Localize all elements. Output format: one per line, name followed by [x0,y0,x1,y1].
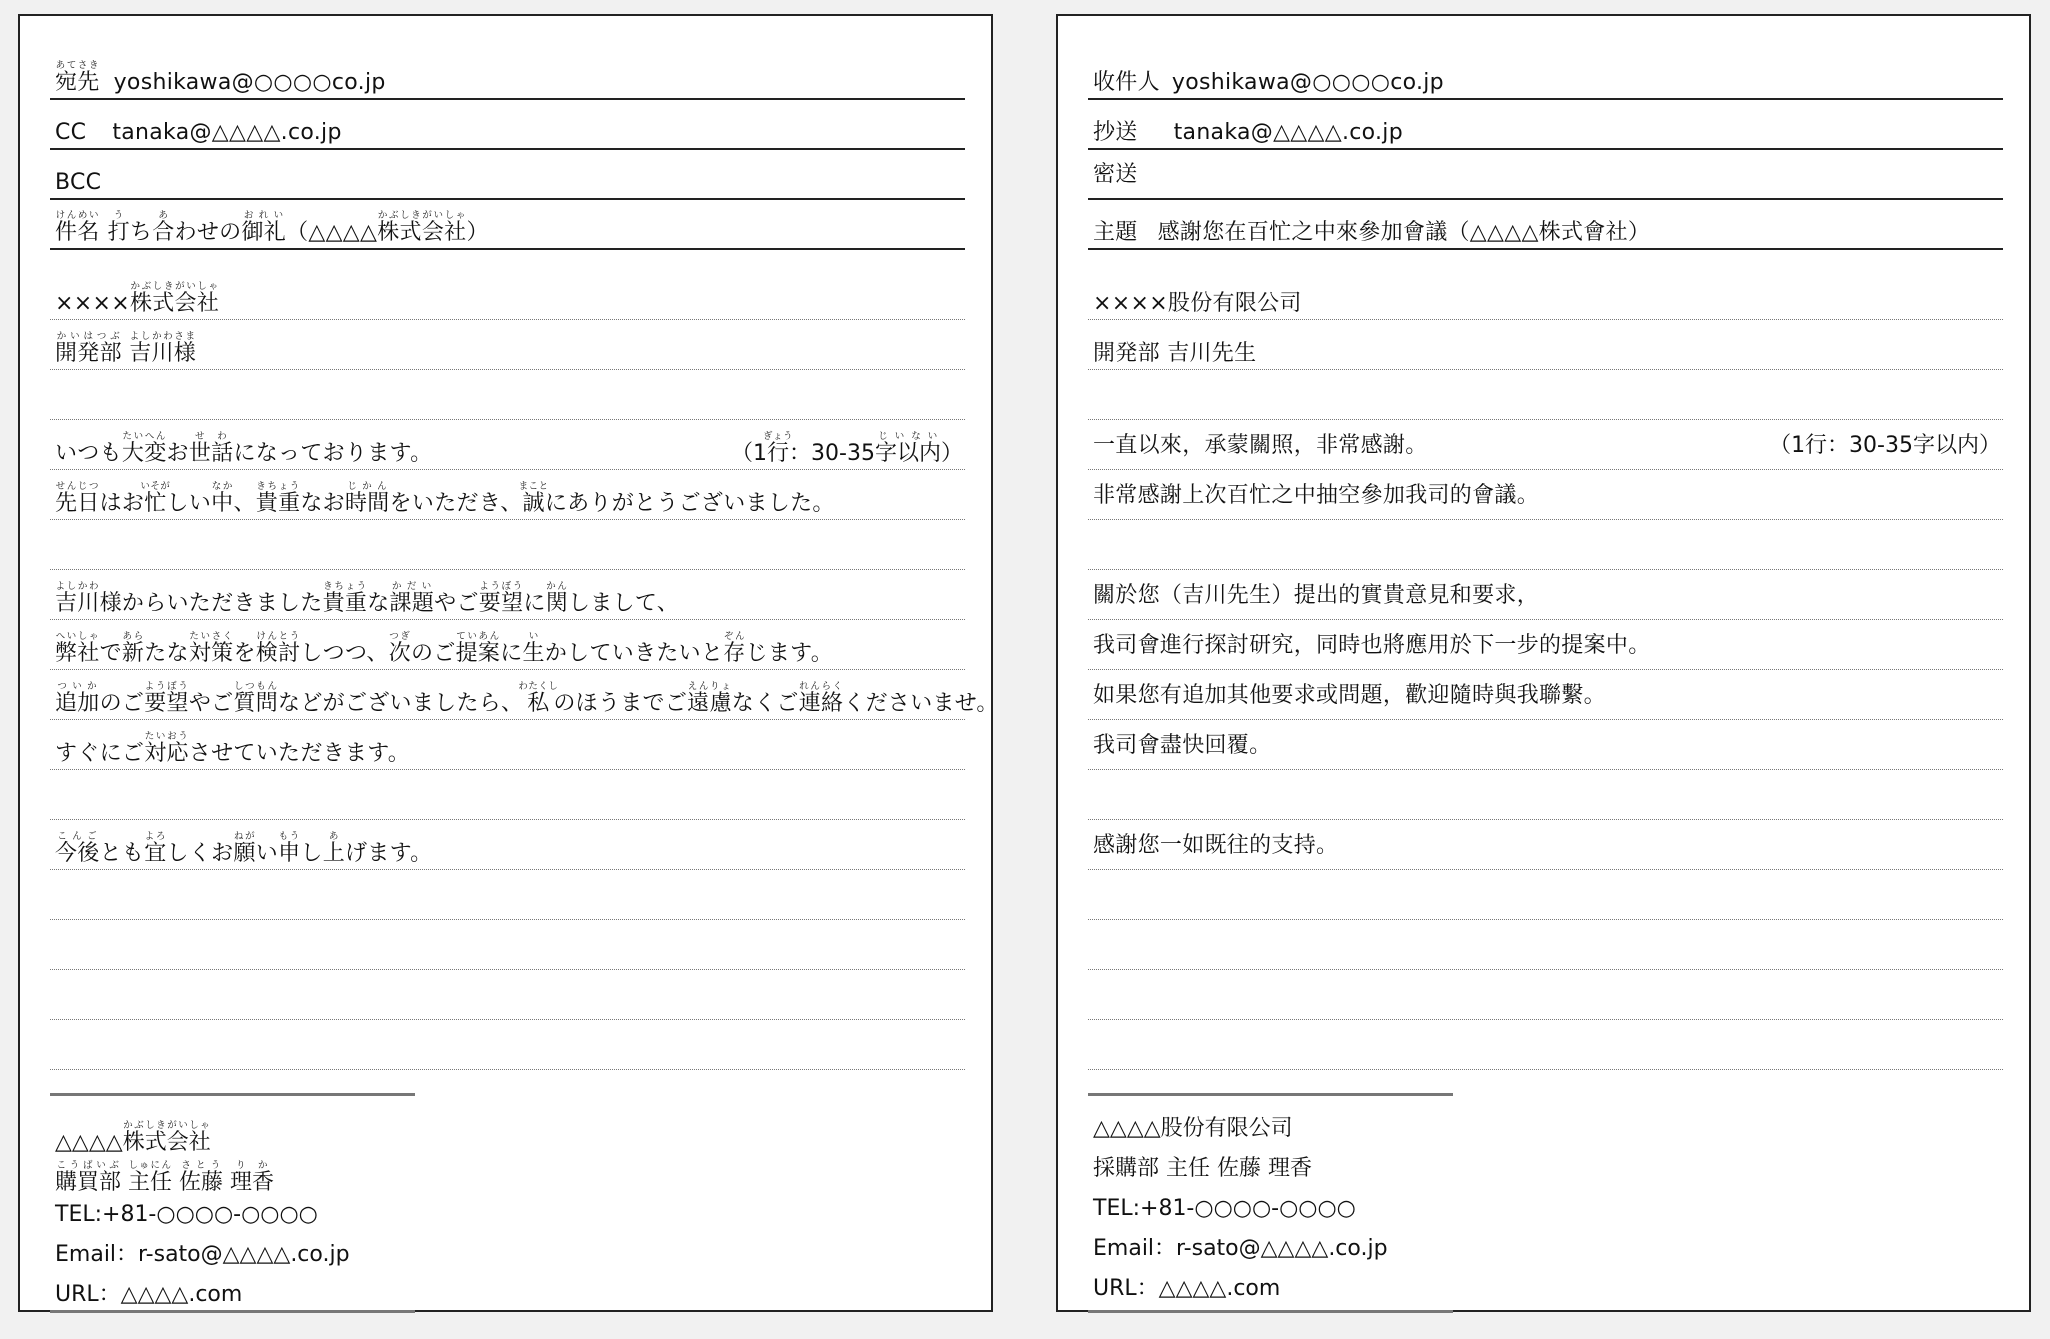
signature-bottom-bar [1088,1310,1453,1313]
blank-line [1088,970,2003,1020]
body-line-3-row [1088,570,2003,620]
subject-label: 主題 [1093,220,1138,245]
closing-line: 感謝您一如既往的支持。 [1093,833,1339,858]
signature-email: Email：r-sato@△△△△.co.jp [1093,1236,1388,1261]
greeting-line: 一直以來，承蒙關照，非常感謝。 [1093,433,1428,458]
body-line-5: 如果您有追加其他要求或問題，歡迎隨時與我聯繫。 [1093,683,1606,708]
blank-line [1088,870,2003,920]
bcc-field-row [1088,150,2003,200]
length-note: （1行ぎょう：30-35字以内じいない） [731,431,963,466]
blank-line [50,520,965,570]
to-field-row [1088,50,2003,100]
blank-line [50,920,965,970]
greeting-line: いつも大変たいへんお世話せわになっております。 [55,431,433,466]
recipient-company-row [1088,270,2003,320]
signature-url: URL：△△△△.com [1093,1276,1281,1301]
blank-line [1088,920,2003,970]
body-line-3-row [50,570,965,620]
signature-person: 採購部 主任 佐藤 理香 [1093,1156,1312,1181]
bcc-field-row [50,150,965,200]
cc-value: tanaka@△△△△.co.jp [1173,120,1403,145]
body-line-6-row [1088,720,2003,770]
blank-line [50,1020,965,1070]
signature-bottom-bar [50,1310,415,1313]
closing-row [50,820,965,870]
to-value: yoshikawa@○○○○co.jp [113,70,386,95]
recipient-company: ××××股份有限公司 [1093,291,1302,316]
blank-line [50,370,965,420]
japanese-email-template [18,14,999,1312]
to-field-row: 宛先あてさきyoshikawa@○○○○co.jp [50,50,965,100]
recipient-person: 開発部 吉川先生 [1093,341,1257,366]
bcc-label: BCC [55,170,102,195]
body-line-2: 先日せんじつはお忙いそがしい中なか、貴重きちょうなお時間じかんをいただき、誠まことにありがとうございました。 [55,481,835,516]
cc-field-row [50,100,965,150]
body-line-5-row [1088,670,2003,720]
signature-tel: TEL:+81-○○○○-○○○○ [55,1202,318,1227]
recipient-person-row [1088,320,2003,370]
subject-value: 感謝您在百忙之中來參加會議（△△△△株式會社） [1157,220,1651,245]
blank-line [1088,770,2003,820]
signature-top-bar [50,1093,415,1096]
to-value: yoshikawa@○○○○co.jp [1171,70,1444,95]
body-line-3: 關於您（吉川先生）提出的實貴意見和要求， [1093,583,1540,608]
subject-value: 打うち合あわせの御礼おれい（△△△△株式会社かぶしきがいしゃ） [107,210,489,245]
cc-field-row [1088,100,2003,150]
body-line-5-row [50,670,999,720]
body-line-4: 弊社へいしゃで新あらたな対策たいさくを検討けんとうしつつ、次つぎのご提案ていあんに生いかしていきたいと存ぞんじます。 [55,631,834,666]
body-line-4: 我司會進行探討研究，同時也將應用於下一步的提案中。 [1093,633,1651,658]
cc-label: CC [55,120,87,145]
recipient-person-row [50,320,965,370]
body-line-4-row [1088,620,2003,670]
body-line-2: 非常感謝上次百忙之中抽空參加我司的會議。 [1093,483,1540,508]
body-line-6-row [50,720,965,770]
blank-line [50,870,965,920]
closing-row [1088,820,2003,870]
blank-line [1088,1020,2003,1070]
signature-person: 購買部こうばいぶ 主任しゅにん 佐藤さとう 理香りか [55,1160,275,1195]
to-label: 宛先 [55,70,100,95]
signature-top-bar [1088,1093,1453,1096]
chinese-email-template [1056,14,2031,1312]
signature-company: △△△△股份有限公司 [1093,1116,1293,1141]
greeting-row [1088,420,2003,470]
blank-line [50,770,965,820]
recipient-person: 開発部かいはつぶ 吉川様よしかわさま [55,331,197,366]
bcc-label: 密送 [1093,162,1138,187]
signature-url: URL：△△△△.com [55,1282,243,1307]
blank-line [1088,520,2003,570]
blank-line [50,970,965,1020]
closing-line: 今後こんごとも宜よろしくお願ねがい申もうし上あげます。 [55,831,433,866]
blank-line [1088,370,2003,420]
body-line-2-row [50,470,965,520]
subject-label: 件名 [55,220,100,245]
body-line-4-row [50,620,965,670]
body-line-2-row [1088,470,2003,520]
subject-field-row: 件名けんめい打うち合あわせの御礼おれい（△△△△株式会社かぶしきがいしゃ） [50,200,965,250]
greeting-row [50,420,965,470]
body-line-3: 吉川よしかわ様からいただきました貴重きちょうな課題かだいやご要望ようぼうに関かんしまして、 [55,581,680,616]
body-line-5: 追加ついかのご要望ようぼうやご質問しつもんなどがございましたら、私わたくしのほうまでご遠慮えんりょなくご連絡れんらくくださいませ。 [55,681,999,716]
signature-tel: TEL:+81-○○○○-○○○○ [1093,1196,1356,1221]
recipient-company-row [50,270,965,320]
to-label: 收件人 [1093,70,1160,95]
signature-email: Email：r-sato@△△△△.co.jp [55,1242,350,1267]
cc-value: tanaka@△△△△.co.jp [112,120,342,145]
length-note: （1行：30-35字以内） [1769,433,2001,458]
recipient-company: ××××株式会社かぶしきがいしゃ [55,281,220,316]
signature-company: △△△△株式会社かぶしきがいしゃ [55,1120,211,1155]
cc-label: 抄送 [1093,120,1138,145]
subject-field-row [1088,200,2003,250]
body-line-6: すぐにご対応たいおうさせていただきます。 [55,731,411,766]
body-line-6: 我司會盡快回覆。 [1093,733,1272,758]
